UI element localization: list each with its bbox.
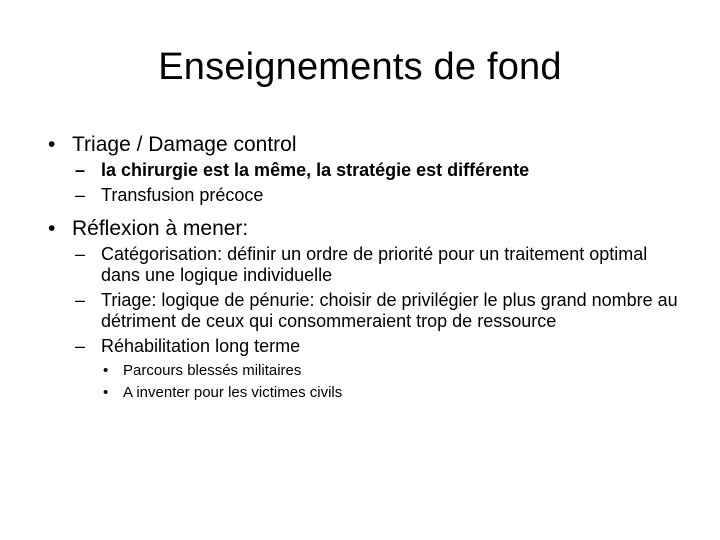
bullet-triage-damage-control [48, 132, 688, 158]
sub-item-triage-penurie [75, 290, 688, 332]
slide-title: Enseignements de fond [158, 46, 562, 88]
dash-icon: – [75, 160, 86, 180]
sub-item-text: Triage: logique de pénurie: choisir de privilégier le plus grand nombre au détriment de ceux qui consommeraient trop de ressource [101, 290, 678, 331]
dash-icon: – [75, 185, 86, 205]
sub-item-transfusion [75, 185, 688, 206]
sub-sub-item-parcours [103, 361, 688, 381]
bullet-icon: • [48, 133, 56, 156]
bullet-text: Triage / Damage control [72, 133, 297, 156]
bullet-text: Réflexion à mener: [72, 217, 249, 240]
sub-item-text: Transfusion précoce [101, 185, 264, 205]
sub-sub-list-rehabilitation [75, 361, 688, 403]
slide-content [48, 132, 688, 413]
bullet-icon: • [103, 384, 109, 401]
sub-sub-item-text: A inventer pour les victimes civils [123, 384, 343, 401]
sub-item-categorisation [75, 244, 688, 286]
bullet-icon: • [103, 362, 109, 379]
dash-icon: – [75, 290, 86, 310]
sub-item-text: Catégorisation: définir un ordre de priorité pour un traitement optimal dans une logique individuelle [101, 244, 648, 285]
sub-item-rehabilitation [75, 336, 688, 357]
sub-list-reflexion [48, 244, 688, 403]
bullet-icon: • [48, 217, 56, 240]
sub-item-text: la chirurgie est la même, la stratégie est différente [101, 160, 530, 180]
dash-icon: – [75, 336, 86, 356]
sub-item-text: Réhabilitation long terme [101, 336, 301, 356]
sub-item-chirurgie [75, 160, 688, 181]
sub-sub-item-text: Parcours blessés militaires [123, 362, 302, 379]
bullet-reflexion [48, 216, 688, 242]
dash-icon: – [75, 244, 86, 264]
sub-list-triage [48, 160, 688, 206]
sub-sub-item-victimes-civils [103, 383, 688, 403]
